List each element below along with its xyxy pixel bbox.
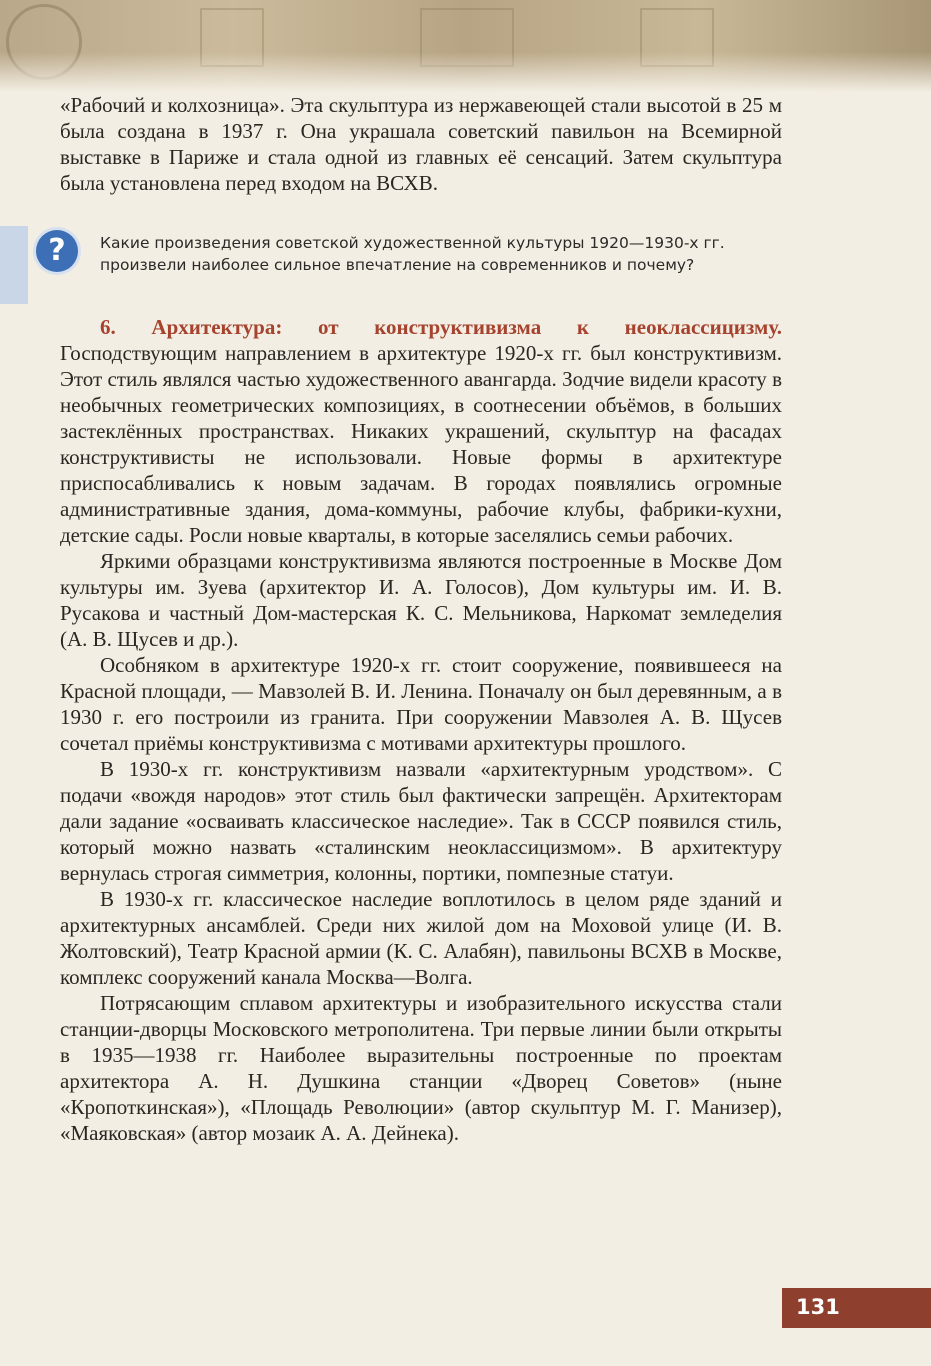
paragraph: В 1930-х гг. конструктивизм назвали «архитектурным уродством». С подачи «вождя народов» этот стиль был фактически запрещён. Архитекторам дали задание «осваивать классическое наследие». Так в СССР появился стиль, который можно назвать «сталинским неоклассицизмом». В архитектуру вернулась строгая симметрия, колонны, портики, помпезные статуи.	[60, 757, 782, 885]
review-question: Какие произведения советской художественной культуры 1920—1930-х гг. произвели наиболее сильное впечатление на современников и почему?	[100, 234, 725, 274]
header-decorative-banner	[0, 0, 931, 92]
paragraph: Яркими образцами конструктивизма являются построенные в Москве Дом культуры им. Зуева (архитектор И. А. Голосов), Дом культуры им. И. В. Русакова и частный Дом-мастерская К. С. Мельникова, Наркомат земледелия (А. В. Щусев и др.).	[60, 549, 782, 651]
intro-paragraph: «Рабочий и колхозница». Эта скульптура из нержавеющей стали высотой в 25 м была создана в 1937 г. Она украшала советский павильон на Всемирной выставке в Париже и стала одной из главных её сенсаций. Затем скульптура была установлена перед входом на ВСХВ.	[60, 93, 782, 195]
section-first-paragraph	[60, 314, 782, 548]
paragraph: В 1930-х гг. классическое наследие воплотилось в целом ряде зданий и архитектурных ансамблей. Среди них жилой дом на Моховой улице (И. В. Жолтовский), Театр Красной армии (К. С. Алабян), павильоны ВСХВ в Москве, комплекс сооружений канала Москва—Волга.	[60, 887, 782, 989]
paragraph: Господствующим направлением в архитектуре 1920-х гг. был конструктивизм. Этот стиль являлся частью художественного авангарда. Зодчие видели красоту в необычных геометрических композициях, в соотнесении объёмов, в больших застеклённых пространствах. Никаких украшений, скульптур на фасадах конструктивисты не использовали. Новые формы в архитектуре приспосабливались к новым задачам. В городах появлялись огромные административные здания, дома-коммуны, рабочие клубы, фабрики-кухни, детские сады. Росли новые кварталы, в которые заселялись семьи рабочих.	[60, 341, 782, 547]
paragraph: Особняком в архитектуре 1920-х гг. стоит сооружение, появившееся на Красной площади, — Мавзолей В. И. Ленина. Поначалу он был деревянным, а в 1930 г. его построили из гранита. При сооружении Мавзолея А. В. Щусев сочетал приёмы конструктивизма с мотивами архитектуры прошлого.	[60, 653, 782, 755]
intro-text	[60, 92, 782, 196]
question-side-tab	[0, 226, 28, 304]
question-icon: ?	[36, 230, 78, 272]
paragraph: Потрясающим сплавом архитектуры и изобразительного искусства стали станции-дворцы Московского метрополитена. Три первые линии были открыты в 1935—1938 гг. Наиболее выразительны построенные по проектам архитектора А. Н. Душкина станции «Дворец Советов» (ныне «Кропоткинская»), «Площадь Революции» (автор скульптур М. Г. Манизер), «Маяковская» (автор мозаик А. А. Дейнека).	[60, 991, 782, 1145]
section-body	[60, 314, 782, 1146]
section-title: 6. Архитектура: от конструктивизма к неоклассицизму.	[100, 315, 782, 339]
page-number: 131	[796, 1295, 840, 1319]
